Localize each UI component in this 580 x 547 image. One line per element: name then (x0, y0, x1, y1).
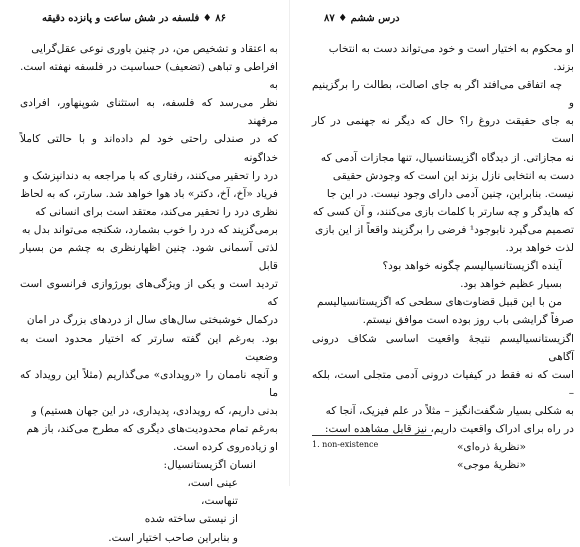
body-line: نظر می‌رسد که فلسفه، به استثنای شوپنهاور، افرادی مرفهند (20, 97, 278, 128)
body-line: صرفاً گرایشی باب روز بوده است موافق نیستم. (362, 314, 574, 327)
body-line: به اعتقاد و تشخیص من، در چنین باوری نوعی عقل‌گرایی (31, 43, 278, 55)
body-line: او زیاده‌روی کرده است. (173, 441, 278, 454)
body-line: در راه برای ادراک واقعیت داریم، نیز قابل مشاهده است: (324, 422, 574, 435)
right-page-header: درس ششم ♦ ۸۷ (324, 13, 400, 24)
left-page-body (20, 40, 278, 547)
right-page (290, 0, 580, 486)
body-line: لذتی آسمانی شود. چنین اظهارنظری به چشم من بسیار قابل (20, 242, 278, 273)
body-line: نظری درد را تحقیر می‌کند، معتقد است برای انسانی که (35, 205, 278, 218)
body-line: که در صندلی راحتی خود لم داده‌اند و با حالتی کاملاً خداگونه (20, 133, 278, 164)
left-page-header: ۸۶ ♦ فلسفه در شش ساعت و پانزده دقیقه (42, 13, 226, 24)
body-line: بزند. (553, 61, 574, 74)
body-line: درکمال خوشبختی سال‌های سال از دردهای بزرگ در امان (26, 314, 278, 327)
body-line: درد را تحقیر می‌کنند، رفتاری که با مراجعه به دندانپزشک و (23, 169, 278, 182)
body-line: اگزیستانسیالیسم نتیجهٔ واقعیت اساسی شکاف درونی آگاهی (312, 332, 574, 363)
left-page (0, 0, 290, 544)
body-line: من با این قبیل قضاوت‌های سطحی که اگزیستانسیالیسم (317, 296, 562, 309)
verse-line: از نیستی ساخته شده (144, 513, 238, 526)
body-line: افراطی و تباهی (تضعیف) حساسیت در فلسفه نهفته است. به (20, 61, 278, 92)
body-line: نه مجازاتی. از دیدگاه اگزیستانسیال، تنها مجازات آدمی که (320, 151, 574, 164)
body-line: فریاد «آخ، آخ، دکتر» باد هوا خواهد شد. سارتر، که به لحاظ (20, 187, 278, 200)
body-line: که هایدگر و چه سارتر با کلمات بازی می‌کنند، و آن کسی که (312, 205, 574, 218)
list-item: «نظریهٔ موجی» (457, 459, 526, 472)
body-line: به جای حقیقت دروغ را؟ حال که دیگر نه جهنمی در کار است (312, 115, 574, 146)
verse-line: و بنابراین صاحب اختیار است. (108, 531, 238, 544)
body-line: و آنچه ناممان را «رویدادی» می‌گذاریم (مثلاً این رویداد که ما (20, 368, 278, 399)
footnote-divider (312, 435, 432, 436)
body-line: دست به انتخابی نازل بزند این است که وجودش حقیقی (332, 169, 574, 182)
list-item: «نظریهٔ ذره‌ای» (456, 441, 526, 454)
body-line: تصمیم می‌گیرد نابوجود¹ فرضی را برگزیند واقعاً از این بازی (315, 223, 574, 236)
quote-intro: انسان اگزیستانسیال: (163, 459, 256, 472)
body-line: بدنی داریم، که رویدادی، پدیداری، در این جهان هستیم) و (31, 404, 278, 417)
body-line: است که نه فقط در کیفیات درونی آدمی متجلی است، بلکه – (312, 368, 574, 399)
body-line: برمی‌گزیند که درد را خوب بشمارد، شکنجه می‌تواند بدل به (21, 223, 278, 236)
body-line: به‌رغم تمام محدودیت‌های دیگری که مطرح می‌کند، باز هم (26, 422, 278, 435)
answer-line: بسیار عظیم خواهد بود. (460, 278, 562, 291)
body-line: چه اتفاقی می‌افتد اگر به جای اصالت، بطالت را برگزینیم و (312, 79, 574, 110)
body-line: به شکلی بسیار شگفت‌انگیز – مثلاً در علم فیزیک، آنجا که (325, 404, 574, 417)
right-page-body (312, 40, 574, 474)
body-line: تردید است و یکی از ویژگی‌های بورژوازی فرانسوی است که (20, 278, 278, 309)
body-line: بود. به‌رغم این گفته سارتر که اختیار محدود است به وضعیت (20, 332, 278, 363)
question-line: آینده اگزیستانسیالیسم چگونه خواهد بود؟ (382, 260, 562, 273)
footnote: 1. non-existence (312, 440, 379, 449)
body-line: او محکوم به اختیار است و خود می‌تواند دست به انتخاب (328, 43, 574, 55)
body-line: نیست. بنابراین، چنین آدمی دارای وجود نیست. در این جا (326, 187, 574, 200)
verse-line: عینی است، (187, 477, 238, 490)
body-line: لذت خواهد برد. (505, 242, 574, 255)
verse-line: تنهاست، (201, 495, 238, 508)
